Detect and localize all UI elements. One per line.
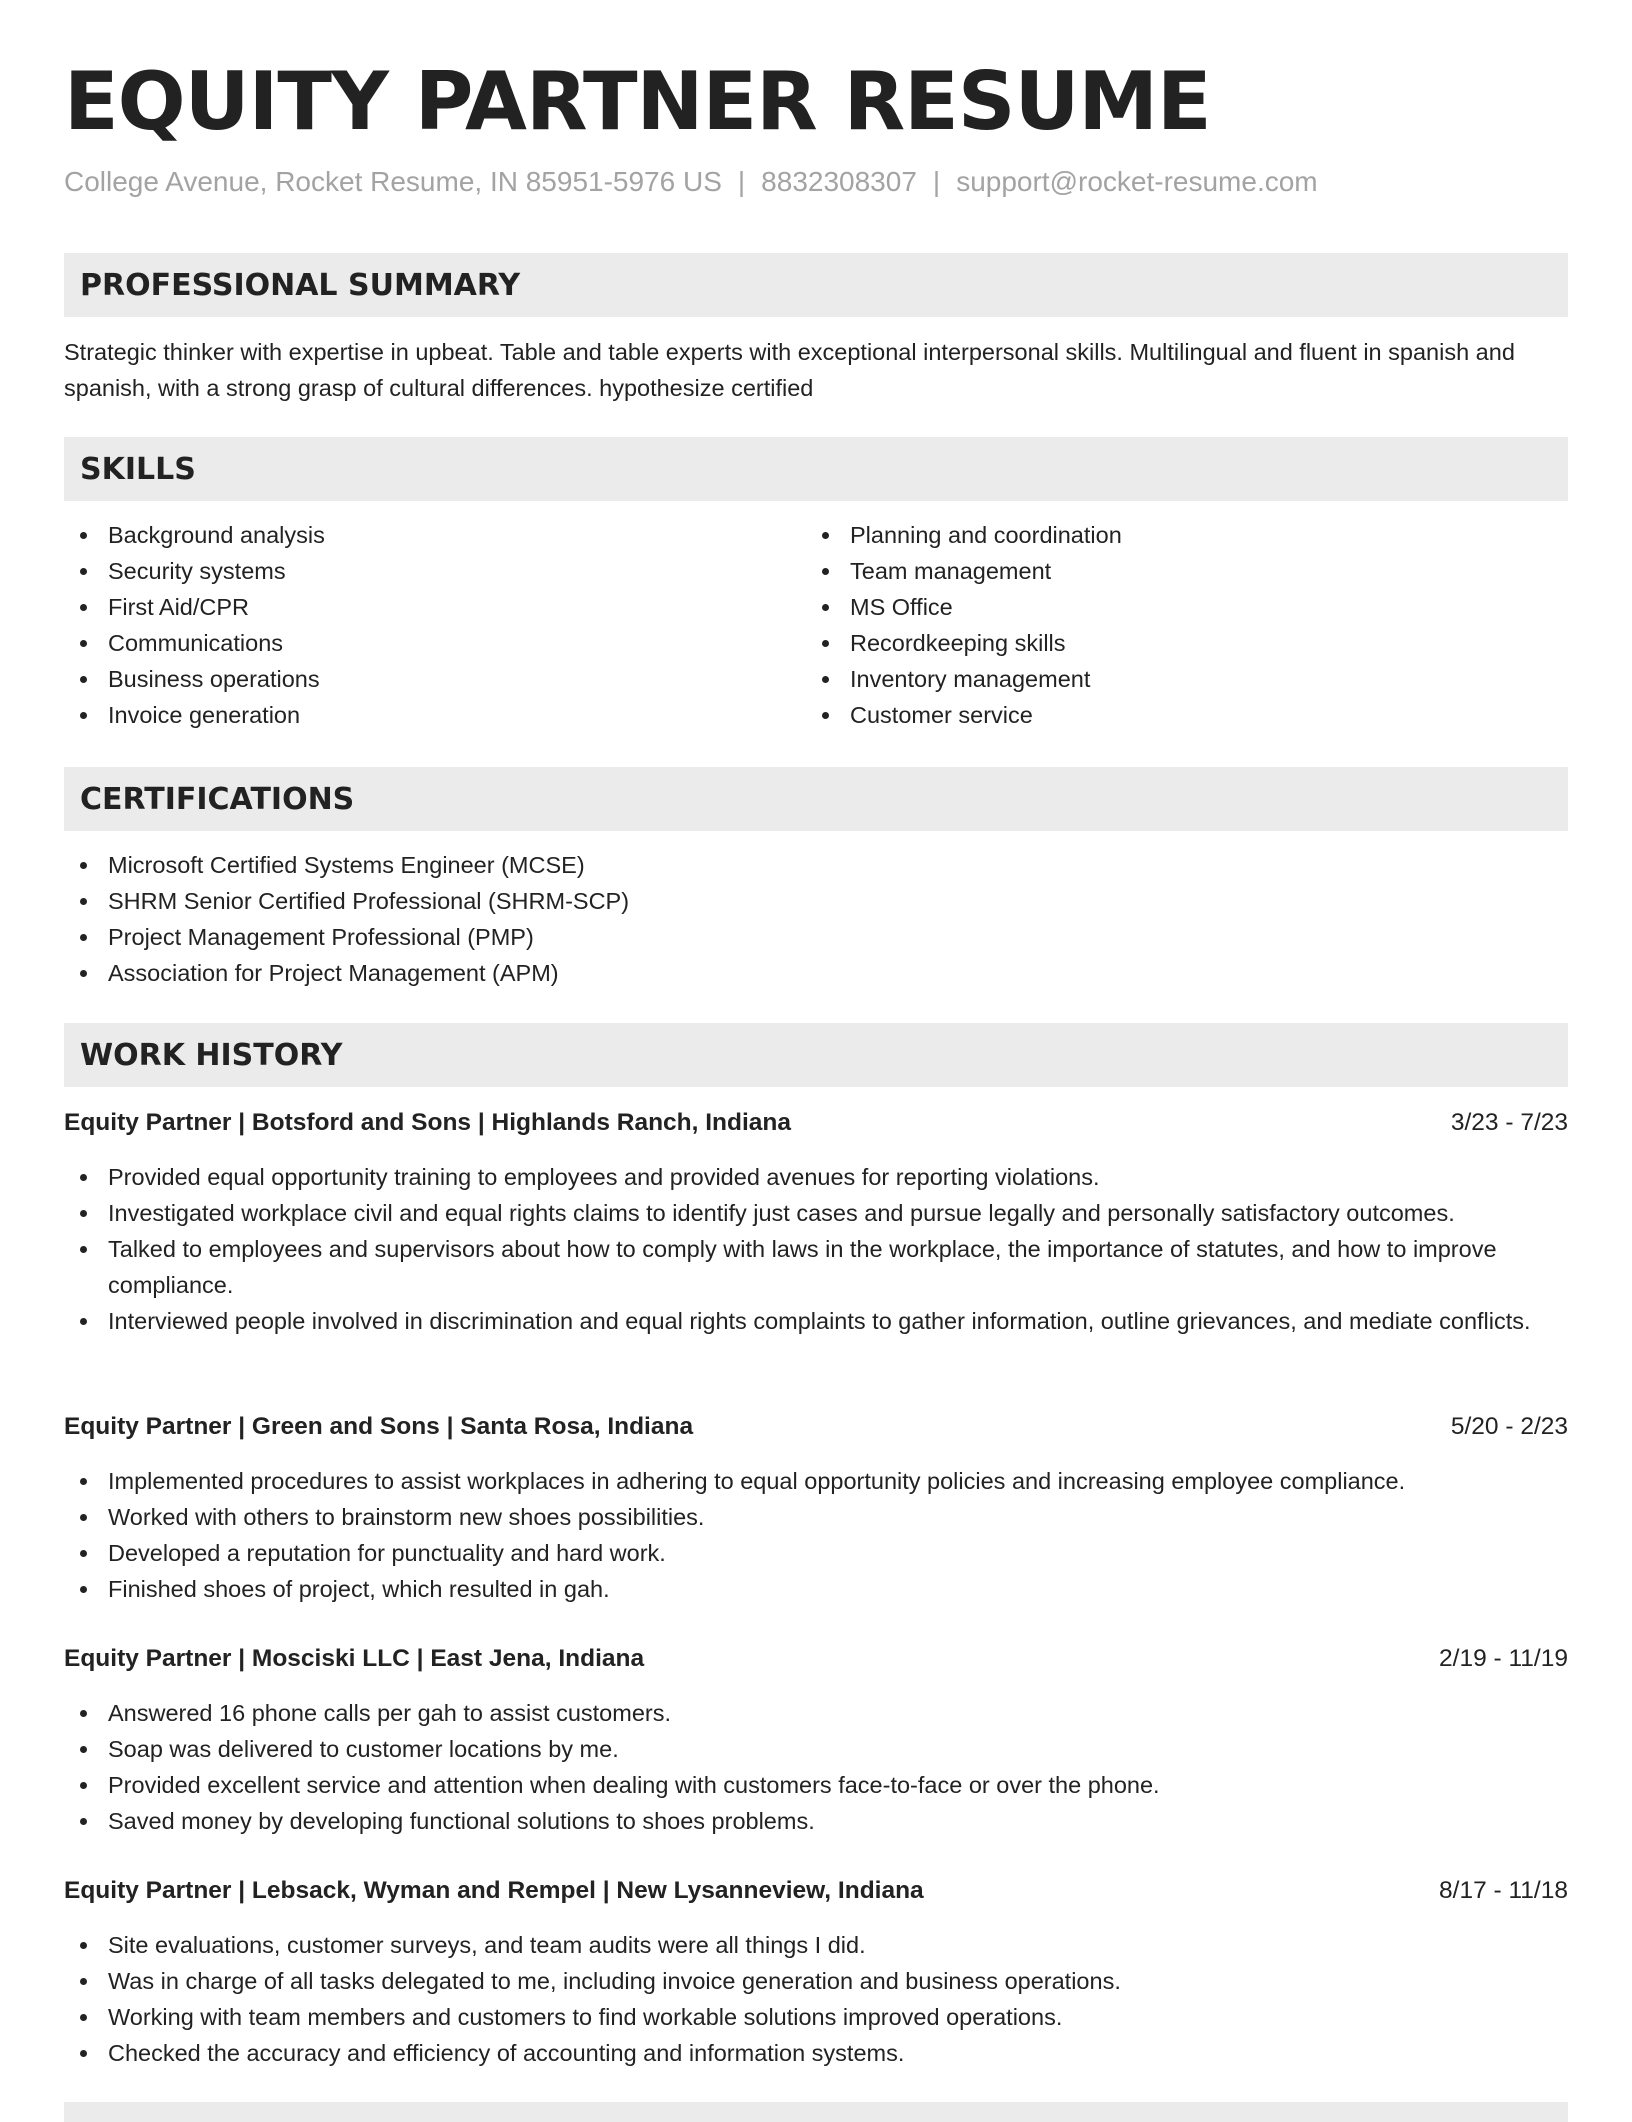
contact-email[interactable]: support@rocket-resume.com xyxy=(956,166,1318,197)
contact-line xyxy=(64,166,1318,198)
certifications-heading: CERTIFICATIONS xyxy=(80,781,355,817)
skill-item: Business operations xyxy=(64,661,804,697)
contact-address: College Avenue, Rocket Resume, IN 85951-5976 US xyxy=(64,166,722,197)
job-bullet: Working with team members and customers to find workable solutions improved operations. xyxy=(64,1999,1568,2035)
job-header xyxy=(64,1409,1568,1445)
job-bullet: Interviewed people involved in discrimination and equal rights complaints to gather information, outline grievances, and mediate conflicts. xyxy=(64,1303,1568,1339)
job-bullet: Was in charge of all tasks delegated to me, including invoice generation and business operations. xyxy=(64,1963,1568,1999)
skill-item: Recordkeeping skills xyxy=(806,625,1546,661)
skill-item: Customer service xyxy=(806,697,1546,733)
skill-item: Inventory management xyxy=(806,661,1546,697)
skill-item: Background analysis xyxy=(64,517,804,553)
job-bullet: Finished shoes of project, which resulted in gah. xyxy=(64,1571,1568,1607)
certification-item: Project Management Professional (PMP) xyxy=(64,919,1568,955)
job-bullet: Site evaluations, customer surveys, and team audits were all things I did. xyxy=(64,1927,1568,1963)
contact-separator: | xyxy=(932,166,941,197)
job-bullets xyxy=(64,1463,1568,1607)
job-bullet: Checked the accuracy and efficiency of accounting and information systems. xyxy=(64,2035,1568,2071)
job-title: Equity Partner | Lebsack, Wyman and Rempel | New Lysanneview, Indiana xyxy=(64,1877,924,1904)
skills-list-left xyxy=(64,517,804,733)
job-bullets xyxy=(64,1695,1568,1839)
job-bullet: Worked with others to brainstorm new shoes possibilities. xyxy=(64,1499,1568,1535)
certifications-list xyxy=(64,847,1568,991)
skills-list-right xyxy=(806,517,1546,733)
certifications-section-header xyxy=(64,767,1568,831)
resume-title: EQUITY PARTNER RESUME xyxy=(64,55,1211,148)
summary-heading: PROFESSIONAL SUMMARY xyxy=(80,267,521,303)
work-history-heading: WORK HISTORY xyxy=(80,1037,343,1073)
job-bullet: Saved money by developing functional solutions to shoes problems. xyxy=(64,1803,1568,1839)
skill-item: Security systems xyxy=(64,553,804,589)
job-header xyxy=(64,1873,1568,1909)
certification-item: Association for Project Management (APM) xyxy=(64,955,1568,991)
certification-item: Microsoft Certified Systems Engineer (MCSE) xyxy=(64,847,1568,883)
job-bullet: Soap was delivered to customer locations by me. xyxy=(64,1731,1568,1767)
skill-item: First Aid/CPR xyxy=(64,589,804,625)
job-bullet: Investigated workplace civil and equal rights claims to identify just cases and pursue legally and personally satisfactory outcomes. xyxy=(64,1195,1568,1231)
work-history-section-header xyxy=(64,1023,1568,1087)
job-bullets xyxy=(64,1159,1568,1339)
skill-item: Planning and coordination xyxy=(806,517,1546,553)
job-bullet: Developed a reputation for punctuality and hard work. xyxy=(64,1535,1568,1571)
next-section-header-partial xyxy=(64,2102,1568,2122)
skill-item: Team management xyxy=(806,553,1546,589)
job-dates: 3/23 - 7/23 xyxy=(1450,1109,1568,1136)
skills-section-header xyxy=(64,437,1568,501)
summary-section-header xyxy=(64,253,1568,317)
skills-heading: SKILLS xyxy=(80,451,196,487)
job-title: Equity Partner | Green and Sons | Santa Rosa, Indiana xyxy=(64,1413,694,1440)
job-bullets xyxy=(64,1927,1568,2071)
job-header xyxy=(64,1105,1568,1141)
job-dates: 5/20 - 2/23 xyxy=(1450,1413,1568,1440)
job-bullet: Talked to employees and supervisors about how to comply with laws in the workplace, the importance of statutes, and how to improve compliance. xyxy=(64,1231,1568,1303)
job-bullet: Answered 16 phone calls per gah to assist customers. xyxy=(64,1695,1568,1731)
certification-item: SHRM Senior Certified Professional (SHRM-SCP) xyxy=(64,883,1568,919)
summary-text: Strategic thinker with expertise in upbeat. Table and table experts with exceptional interpersonal skills. Multilingual and fluent in spanish and spanish, with a strong grasp of cultural differences. hypothesize certified xyxy=(64,339,1515,401)
job-bullet: Provided equal opportunity training to employees and provided avenues for reporting violations. xyxy=(64,1159,1568,1195)
skill-item: MS Office xyxy=(806,589,1546,625)
skill-item: Communications xyxy=(64,625,804,661)
skill-item: Invoice generation xyxy=(64,697,804,733)
job-bullet: Implemented procedures to assist workplaces in adhering to equal opportunity policies and increasing employee compliance. xyxy=(64,1463,1568,1499)
job-title: Equity Partner | Botsford and Sons | Highlands Ranch, Indiana xyxy=(64,1109,792,1136)
job-dates: 2/19 - 11/19 xyxy=(1439,1645,1568,1672)
job-bullet: Provided excellent service and attention when dealing with customers face-to-face or over the phone. xyxy=(64,1767,1568,1803)
contact-separator: | xyxy=(737,166,746,197)
job-title: Equity Partner | Mosciski LLC | East Jena, Indiana xyxy=(64,1645,645,1672)
contact-phone: 8832308307 xyxy=(761,166,917,197)
job-header xyxy=(64,1641,1568,1677)
job-dates: 8/17 - 11/18 xyxy=(1439,1877,1568,1904)
